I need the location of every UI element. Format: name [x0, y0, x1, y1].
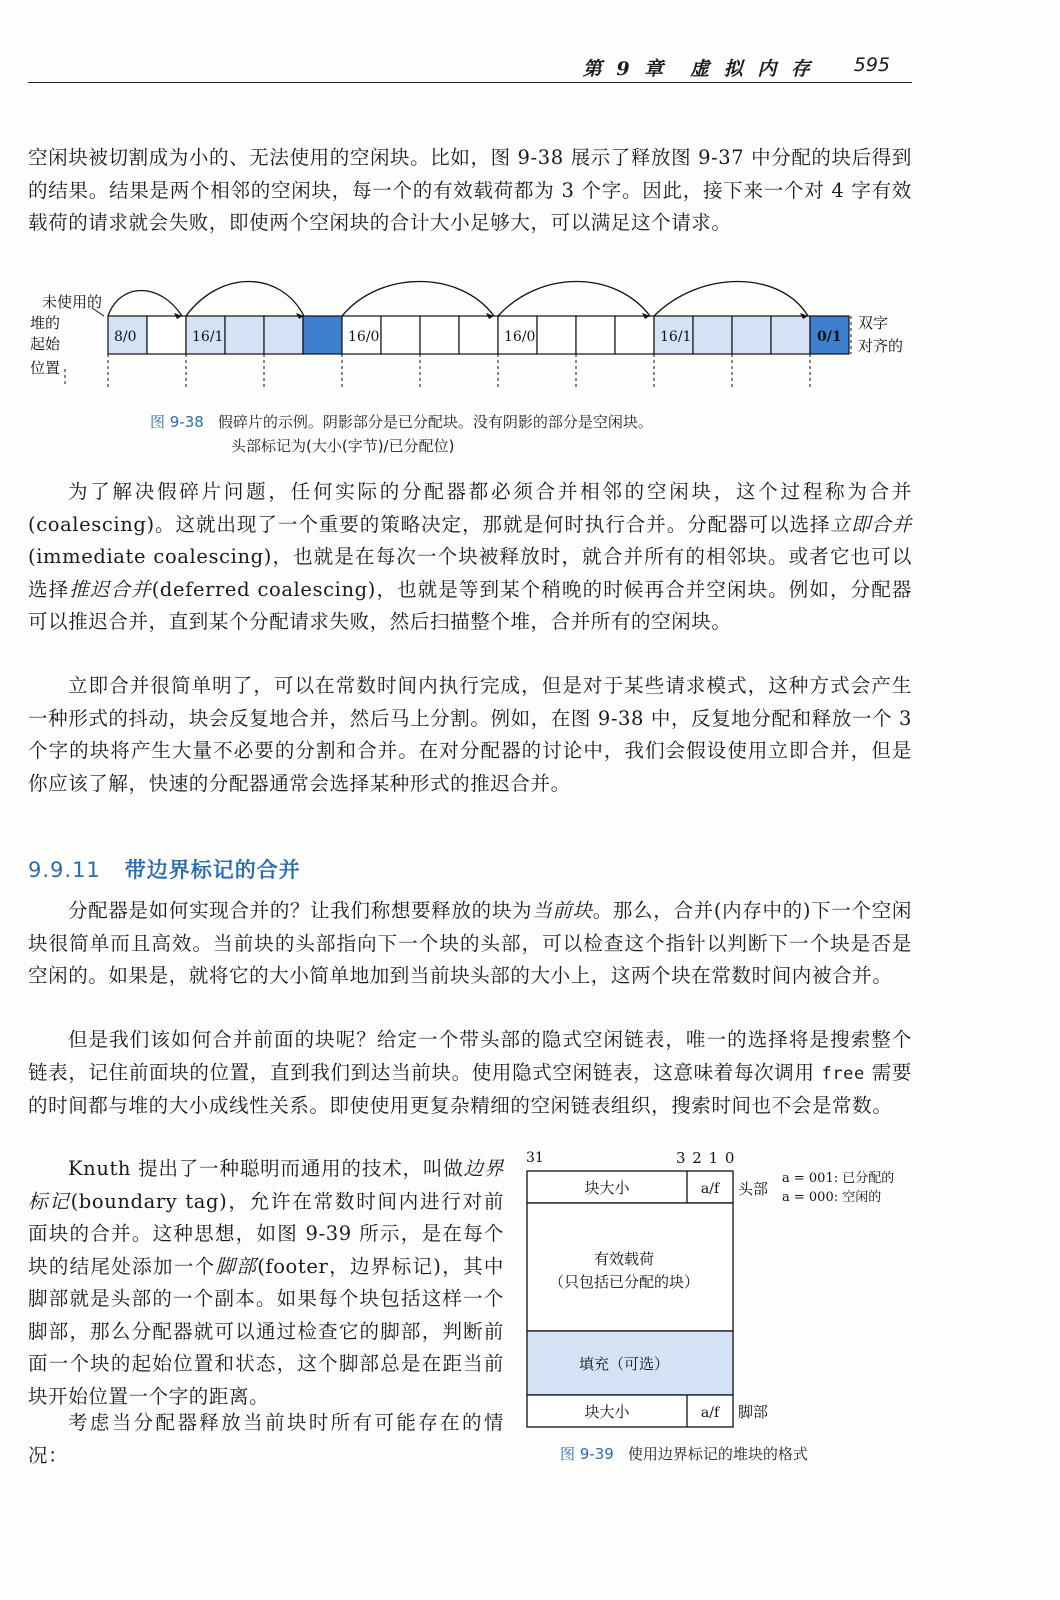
code-free: free	[821, 1063, 865, 1084]
block-header-label: 0/1	[817, 329, 842, 345]
header-af: a/f	[700, 1181, 720, 1197]
block-header-label: 16/1	[192, 329, 224, 345]
figure-9-39-caption-text: 使用边界标记的堆块的格式	[627, 1445, 808, 1463]
alloc-note-2: a = 000: 空闲的	[782, 1190, 882, 1205]
paragraph-1: 空闲块被切割成为小的、无法使用的空闲块。比如，图 9-38 展示了释放图 9-37 中分配的块后得到的结果。结果是两个相邻的空闲块，每一个的有效载荷都为 3 个字。因此，接下来一个对 4 字有效载荷的请求就会失败，即使两个空闲块的合计大小足够大，可以满足这个请求。	[28, 146, 912, 234]
alignment-label-2: 对齐的	[858, 337, 904, 355]
heap-word-cell	[225, 316, 264, 354]
header-label: 头部	[738, 1180, 769, 1198]
arc-2	[186, 282, 304, 317]
section-number: 9.9.11	[28, 858, 101, 882]
page-number: 595	[853, 54, 890, 76]
emphasis-deferred: 推迟合并	[69, 577, 152, 601]
figure-9-38-number: 图 9-38	[150, 413, 204, 431]
emphasis-footer: 脚部	[215, 1254, 258, 1278]
heap-start-label-2: 堆的	[30, 314, 61, 332]
paragraph-3: 立即合并很简单明了，可以在常数时间内执行完成，但是对于某些请求模式，这种方式会产生一种形式的抖动，块会反复地合并，然后马上分割。例如，在图 9-38 中，反复地分配和释放一个 3 个字的块将产生大量不必要的分割和合并。在对分配器的讨论中，我们会假设使用立即合并，但是你应该了解，快速的分配器通常会选择某种形式的推迟合并。	[28, 674, 912, 795]
paragraph-2: 为了解决假碎片问题，任何实际的分配器都必须合并相邻的空闲块，这个过程称为合并(coalescing)。这就出现了一个重要的策略决定，那就是何时执行合并。分配器可以选择立即合并(immediate coalescing)，也就是在每次一个块被释放时，就合并所有的相邻块。或者它也可以选择推迟合并(deferred coalescing)，也就是等到某个稍晚的时候再合并空闲块。例如，分配器可以推迟合并，直到某个分配请求失败，然后扫描整个堆，合并所有的空闲块。	[28, 480, 912, 633]
block-header-label: 16/0	[504, 329, 536, 345]
figure-9-38-caption-line2: 头部标记为(大小(字节)/已分配位)	[231, 437, 455, 455]
heap-word-cell	[459, 316, 498, 354]
paragraph-4: 分配器是如何实现合并的？让我们称想要释放的块为当前块。那么，合并(内存中的)下一个空闲块很简单而且高效。当前块的头部指向下一个块的头部，可以检查这个指针以判断下一个块是否是空闲的。如果是，就将它的大小简单地加到当前块头部的大小上，这两个块在常数时间内被合并。	[28, 899, 912, 987]
heap-word-cell	[615, 316, 654, 354]
payload-label: 有效载荷	[593, 1250, 655, 1268]
paragraph-7: 考虑当分配器释放当前块时所有可能存在的情况：	[28, 1411, 504, 1467]
alignment-label-1: 双字	[858, 314, 889, 332]
heap-word-cell	[537, 316, 576, 354]
emphasis-immediate: 立即合并	[830, 512, 912, 536]
block-header-label: 16/0	[348, 329, 380, 345]
section-title: 带边界标记的合并	[124, 858, 301, 882]
padding-label: 填充（可选）	[578, 1355, 670, 1373]
heap-word-cell	[576, 316, 615, 354]
bit-31-label: 31	[526, 1150, 544, 1166]
running-header	[28, 48, 912, 83]
arc-3	[342, 282, 494, 317]
paragraph-5: 但是我们该如何合并前面的块呢？给定一个带头部的隐式空闲链表，唯一的选择将是搜索整个链表，记住前面块的位置，直到我们到达当前块。使用隐式空闲链表，这意味着每次调用 free 需要的时间都与堆的大小成线性关系。即使使用更复杂精细的空闲链表组织，搜索时间也不会是常数。	[28, 1028, 912, 1117]
block-header-label: 16/1	[660, 329, 692, 345]
arc-5	[654, 282, 808, 317]
header-size: 块大小	[584, 1179, 630, 1197]
heap-word-cell	[381, 316, 420, 354]
figure-9-39-number: 图 9-39	[560, 1445, 614, 1463]
heap-word-cell	[420, 316, 459, 354]
heap-word-cell	[264, 316, 303, 354]
emphasis-current-block: 当前块	[532, 899, 593, 922]
figure-9-39-caption	[560, 1442, 808, 1466]
bit-low-labels: 3 2 1 0	[676, 1149, 736, 1167]
arc-1	[108, 291, 182, 317]
footer-af: a/f	[700, 1405, 720, 1421]
block-header-label: 8/0	[114, 329, 137, 345]
footer-size: 块大小	[584, 1403, 630, 1421]
alloc-note-1: a = 001: 已分配的	[782, 1171, 895, 1186]
heap-word-cell	[303, 316, 342, 354]
payload-note: （只包括已分配的块）	[548, 1273, 700, 1291]
heap-word-cell	[147, 316, 186, 354]
figure-9-38	[20, 278, 920, 398]
emphasis-boundary-tag: 边界标记	[28, 1157, 505, 1213]
heap-word-cell	[771, 316, 810, 354]
heap-start-label-1: 未使用的	[42, 293, 103, 311]
figure-9-38-caption	[150, 410, 653, 458]
chapter-title: 第 9 章 虚 拟 内 存	[582, 58, 814, 80]
heap-word-cell	[732, 316, 771, 354]
heap-start-label-4: 位置	[30, 359, 61, 377]
section-heading	[28, 854, 301, 884]
figure-9-38-caption-line1: 假碎片的示例。阴影部分是已分配块。没有阴影的部分是空闲块。	[217, 413, 653, 431]
heap-word-cell	[693, 316, 732, 354]
paragraph-6: Knuth 提出了一种聪明而通用的技术，叫做边界标记(boundary tag)，允许在常数时间内进行对前面块的合并。这种思想，如图 9-39 所示，是在每个块的结尾处添加一个脚部(footer，边界标记)，其中脚部就是头部的一个副本。如果每个块包括这样一个脚部，那么分配器就可以通过检查它的脚部，判断前面一个块的起始位置和状态，这个脚部总是在距当前块开始位置一个字的距离。	[28, 1157, 505, 1408]
heap-start-label-3: 起始	[30, 335, 61, 353]
figure-9-39	[520, 1145, 920, 1445]
arc-4	[498, 282, 650, 317]
footer-label: 脚部	[738, 1403, 769, 1421]
